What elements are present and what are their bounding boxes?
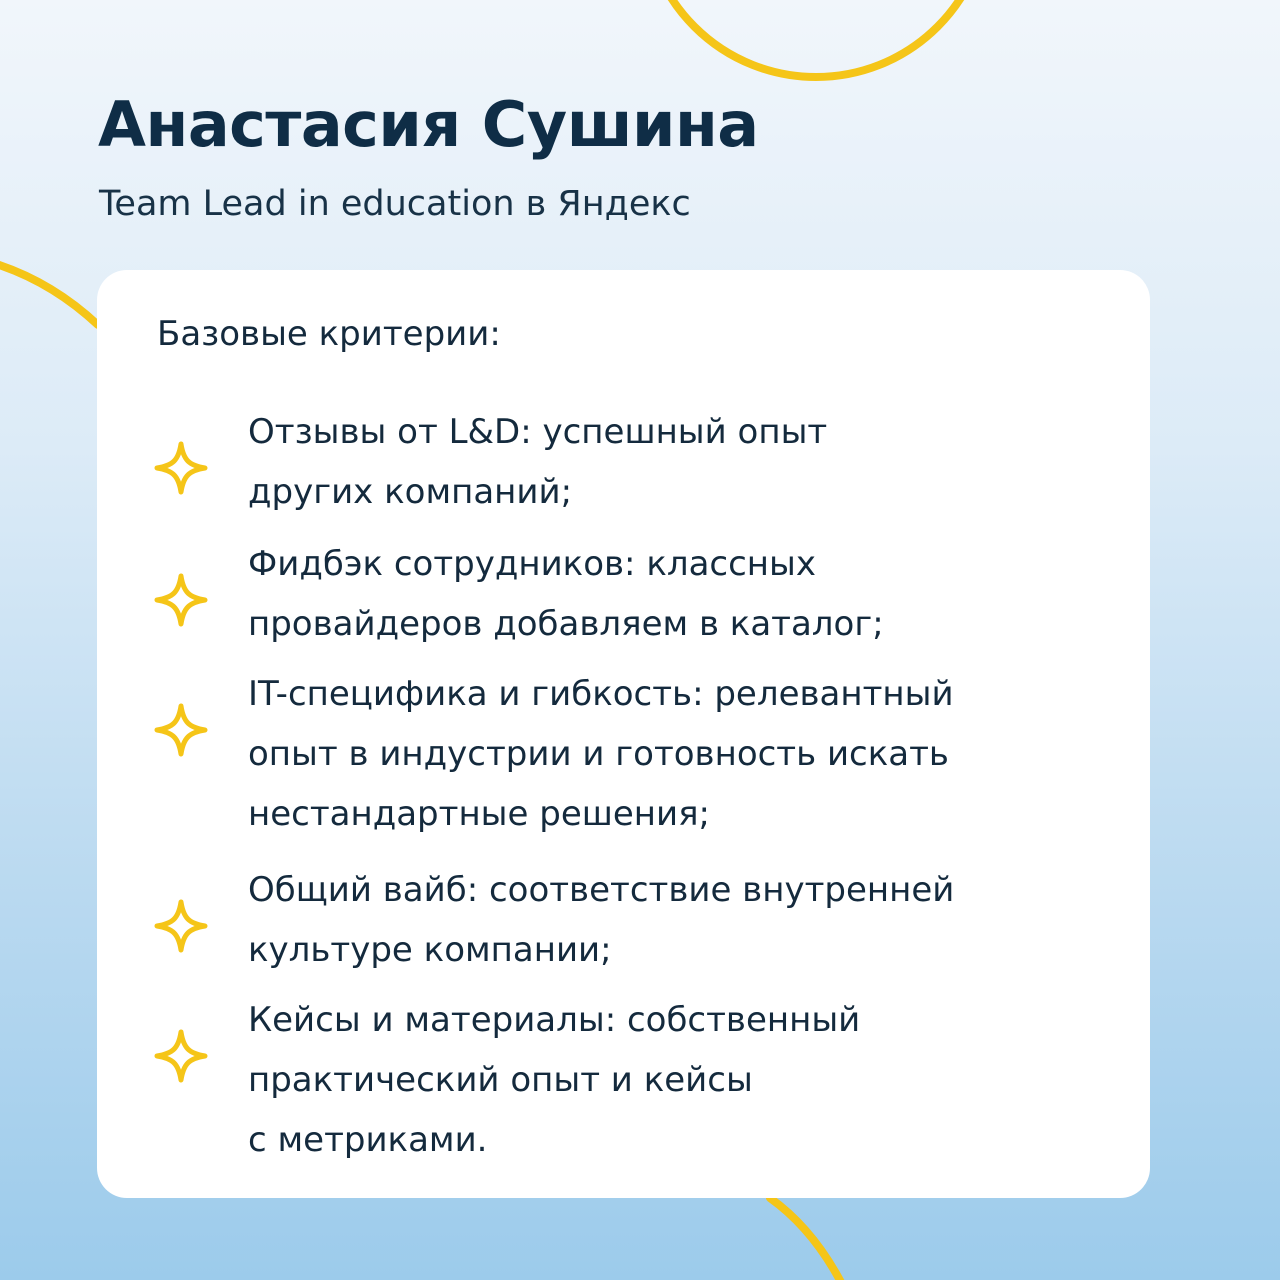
sparkle-star-icon	[153, 702, 209, 758]
top-arc	[644, 0, 988, 77]
sparkle-star-icon	[153, 440, 209, 496]
speaker-name: Анастасия Сушина	[98, 88, 759, 161]
bottom-arc	[770, 1198, 845, 1280]
speaker-role: Team Lead in education в Яндекс	[99, 184, 691, 224]
criteria-item-text: Фидбэк сотрудников: классных провайдеров добавляем в каталог;	[248, 544, 884, 644]
criteria-heading: Базовые критерии:	[157, 314, 501, 354]
criteria-item-text: IT-специфика и гибкость: релевантный опыт в индустрии и готовность искать нестандартные решения;	[248, 674, 954, 834]
criteria-item-text: Отзывы от L&D: успешный опыт других компаний;	[248, 412, 828, 512]
sparkle-star-icon	[153, 1028, 209, 1084]
criteria-item-text: Кейсы и материалы: собственный практический опыт и кейсы с метриками.	[248, 1000, 861, 1160]
criteria-item-text: Общий вайб: соответствие внутренней культуре компании;	[248, 870, 955, 970]
sparkle-star-icon	[153, 898, 209, 954]
sparkle-star-icon	[153, 572, 209, 628]
left-arc	[0, 262, 98, 325]
criteria-card	[97, 270, 1150, 1198]
